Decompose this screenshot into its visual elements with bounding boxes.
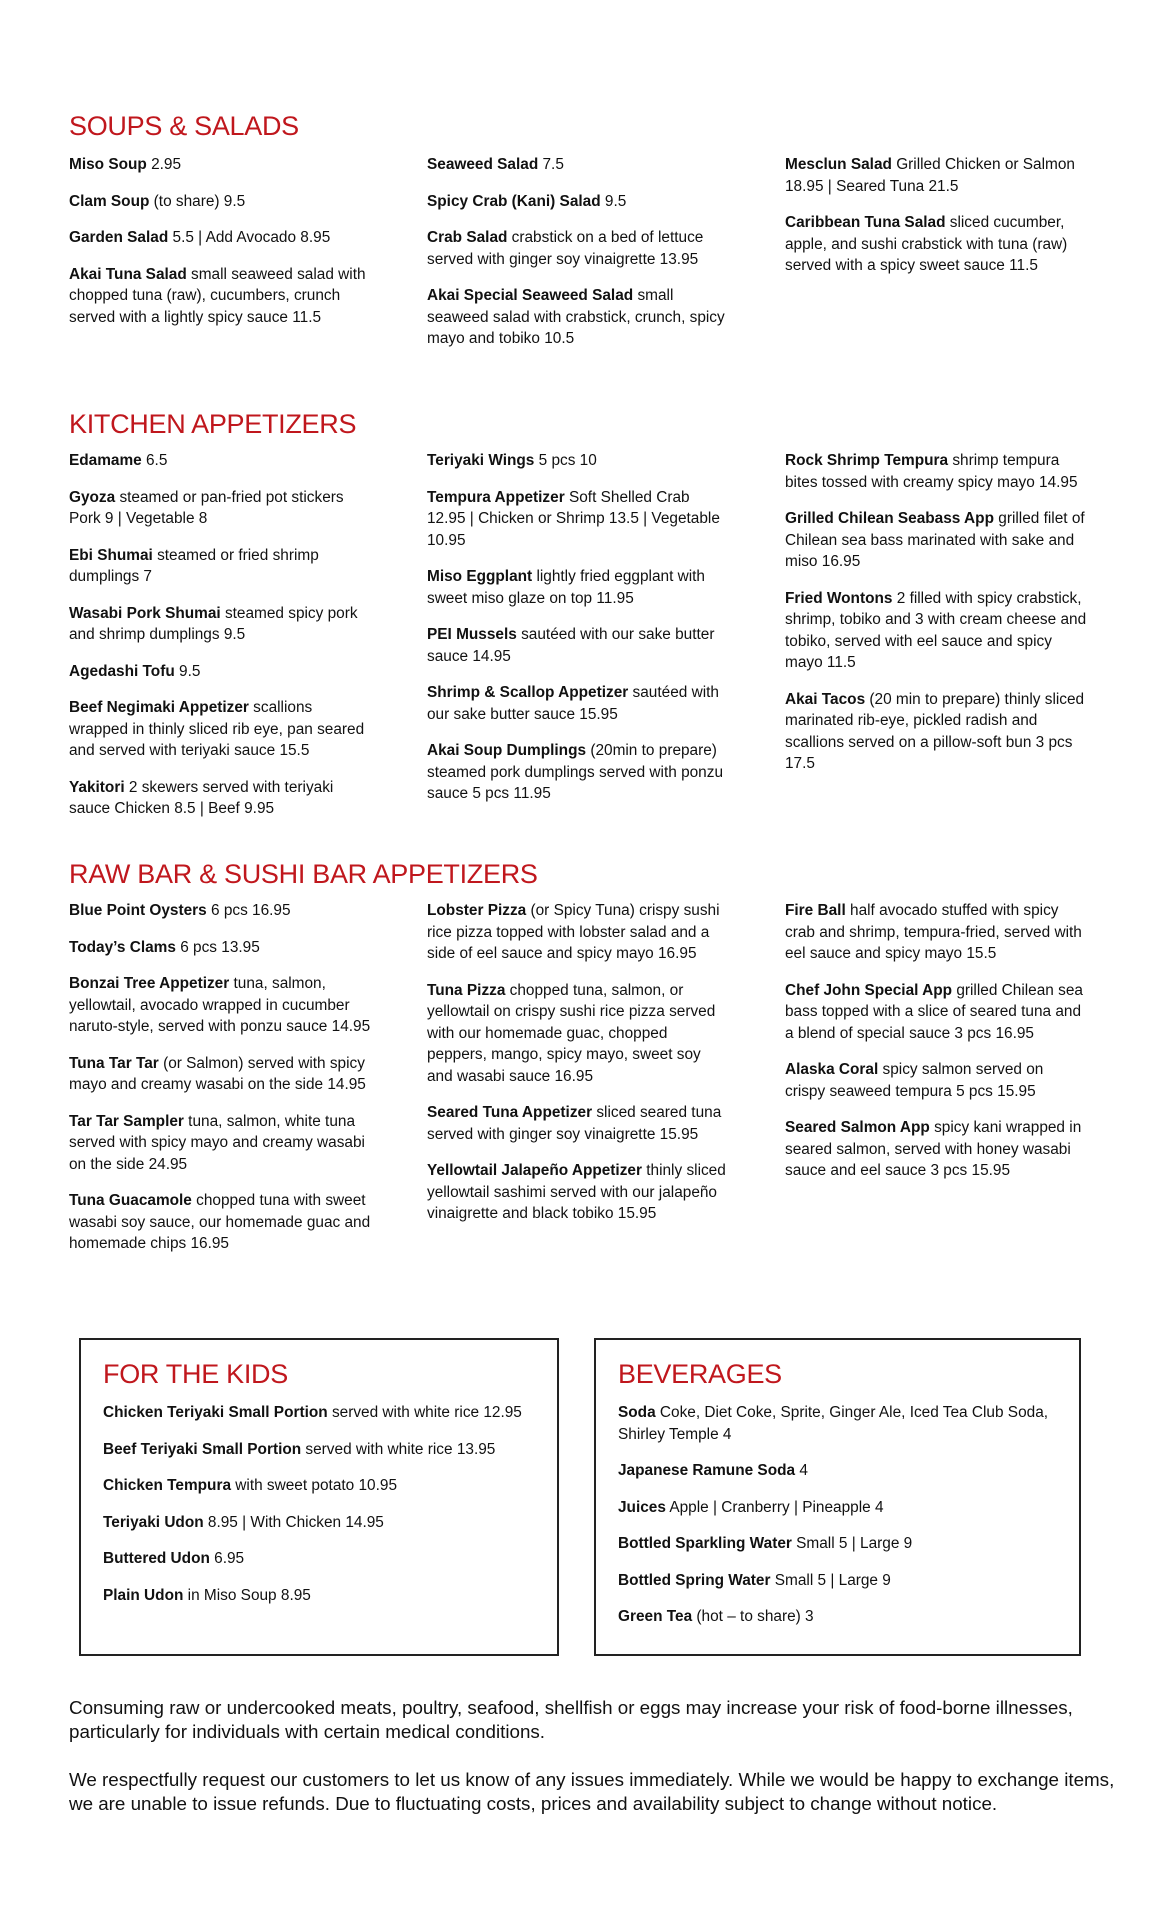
menu-item [427,1102,729,1145]
menu-item-name: Japanese Ramune Soda [618,1462,796,1479]
beverages-box [594,1338,1081,1656]
menu-item-description: tuna, salmon, yellowtail, avocado wrapped in cucumber naruto-style, served with ponzu sauce 14.95 [69,975,371,1035]
menu-item-description: 5.5 | Add Avocado 8.95 [168,229,331,246]
soups-salads-section [69,110,1109,365]
section-title: KITCHEN APPETIZERS [69,409,357,439]
menu-item-description: in Miso Soup 8.95 [183,1586,311,1604]
menu-item-name: Today’s Clams [69,938,176,956]
menu-item-name: Rock Shrimp Tempura [785,452,949,469]
menu-item-description: grilled Chilean sea bass topped with a slice of seared tuna and a blend of special sauce 3 pcs 16.95 [785,981,1083,1042]
raw-bar-section [69,858,1109,1270]
menu-column [785,154,1087,365]
menu-item [427,285,729,350]
menu-item [69,227,371,249]
menu-column [69,450,371,835]
menu-item-name: Seared Tuna Appetizer [427,1104,593,1121]
menu-item-name: Garden Salad [69,229,169,246]
menu-item [785,212,1087,277]
section-title: SOUPS & SALADS [69,111,299,141]
menu-item-description: 6 pcs 16.95 [206,902,291,919]
menu-item [785,450,1087,493]
menu-item-name: Gyoza [69,488,116,506]
menu-item [103,1439,535,1461]
menu-item-description: 7.5 [538,156,564,173]
menu-item-name: Beef Negimaki Appetizer [69,699,249,716]
section-title: BEVERAGES [618,1359,782,1389]
menu-item-description: (hot – to share) 3 [692,1608,814,1625]
menu-item-description: 2 skewers served with teriyaki sauce Chicken 8.5 | Beef 9.95 [69,778,334,817]
menu-item-name: Fried Wontons [785,589,893,607]
menu-item-name: Beef Teriyaki Small Portion [103,1440,302,1458]
menu-item-description: small seaweed salad with crabstick, crunch, spicy mayo and tobiko 10.5 [427,287,725,347]
menu-item-name: Edamame [69,452,142,469]
menu-item [427,191,729,213]
menu-item [427,227,729,270]
menu-item [618,1497,1057,1519]
menu-item-description: 2 filled with spicy crabstick, shrimp, tobiko and 3 with cream cheese and tobiko, served with eel sauce and spicy mayo 11.5 [785,589,1087,671]
menu-item-name: Clam Soup [69,192,150,210]
menu-item-description: served with white rice 12.95 [327,1404,522,1421]
menu-item-name: Lobster Pizza [427,902,527,919]
menu-item-description: with sweet potato 10.95 [231,1477,397,1494]
menu-item [427,624,729,667]
menu-item-description: 5 pcs 10 [534,452,597,469]
menu-item [785,980,1087,1045]
menu-item-description: small seaweed salad with chopped tuna (raw), cucumbers, crunch served with a lightly spicy sauce 11.5 [69,265,366,326]
menu-item-description: steamed or fried shrimp dumplings 7 [69,546,319,585]
menu-item [69,973,371,1038]
menu-item-description: lightly fried eggplant with sweet miso glaze on top 11.95 [427,568,705,607]
menu-item-name: Grilled Chilean Seabass App [785,510,994,527]
menu-item-description: (20min to prepare) steamed pork dumplings served with ponzu sauce 5 pcs 11.95 [427,742,723,802]
menu-item [69,191,371,213]
menu-item-name: Miso Eggplant [427,568,533,585]
menu-item-description: (or Spicy Tuna) crispy sushi rice pizza topped with lobster salad and a side of eel sauce and spicy mayo 16.95 [427,902,720,962]
menu-item [618,1533,1057,1555]
menu-item-name: Ebi Shumai [69,546,153,564]
menu-item-name: Shrimp & Scallop Appetizer [427,684,629,701]
menu-item-name: Bonzai Tree Appetizer [69,975,230,992]
menu-item [69,777,371,820]
menu-item-name: Chicken Tempura [103,1477,232,1494]
menu-item-description: Soft Shelled Crab 12.95 | Chicken or Shrimp 13.5 | Vegetable 10.95 [427,488,720,549]
menu-item-name: Tuna Pizza [427,981,506,999]
menu-item-name: Wasabi Pork Shumai [69,604,221,622]
menu-item [785,588,1087,674]
menu-item [69,264,371,329]
menu-item [69,487,371,530]
kids-menu-box [79,1338,559,1656]
menu-item-name: Akai Tacos [785,690,866,708]
menu-item-description: sliced seared tuna served with ginger soy vinaigrette 15.95 [427,1104,722,1143]
menu-item-name: Akai Tuna Salad [69,265,187,283]
menu-item [618,1402,1057,1445]
menu-item-name: Chef John Special App [785,981,953,999]
menu-item-description: chopped tuna with sweet wasabi soy sauce, our homemade guac and homemade chips 16.95 [69,1192,371,1252]
menu-item [427,566,729,609]
menu-item-description: steamed or pan-fried pot stickers Pork 9 | Vegetable 8 [69,488,344,527]
menu-item [69,1111,371,1176]
menu-item [785,1117,1087,1182]
menu-item-description: 6.95 [209,1550,245,1567]
menu-item-description: spicy salmon served on crispy seaweed tempura 5 pcs 15.95 [785,1061,1044,1100]
menu-item-description: thinly sliced yellowtail sashimi served with our jalapeño vinaigrette and black tobiko 15.95 [427,1162,726,1222]
menu-item-description: served with white rice 13.95 [301,1440,496,1458]
section-title: RAW BAR & SUSHI BAR APPETIZERS [69,859,538,889]
menu-item [103,1585,535,1607]
menu-item-description: grilled filet of Chilean sea bass marinated with sake and miso 16.95 [785,510,1085,570]
menu-item-name: PEI Mussels [427,626,517,643]
section-title: FOR THE KIDS [103,1359,288,1389]
menu-column [69,154,371,365]
menu-item [69,1190,371,1255]
menu-item-description: Small 5 | Large 9 [791,1535,913,1552]
menu-item-name: Seaweed Salad [427,156,539,173]
menu-item-description: steamed spicy pork and shrimp dumplings 9.5 [69,604,358,643]
menu-item-description: 8.95 | With Chicken 14.95 [203,1513,384,1531]
menu-item-name: Chicken Teriyaki Small Portion [103,1404,328,1421]
menu-item [785,900,1087,965]
menu-item-name: Spicy Crab (Kani) Salad [427,192,601,210]
menu-item-name: Agedashi Tofu [69,662,175,680]
menu-item-name: Bottled Spring Water [618,1571,771,1589]
menu-item [427,487,729,552]
menu-item-name: Plain Udon [103,1586,184,1604]
menu-item [69,603,371,646]
menu-item [785,1059,1087,1102]
menu-item-description: 9.5 [600,192,627,210]
menu-item-description: Apple | Cranberry | Pineapple 4 [665,1498,884,1516]
menu-item-description: 6 pcs 13.95 [175,938,260,956]
menu-item-name: Blue Point Oysters [69,902,207,919]
menu-item-name: Crab Salad [427,229,508,246]
menu-item [785,689,1087,775]
menu-item [69,1053,371,1096]
menu-item-description: (20 min to prepare) thinly sliced marinated rib-eye, pickled radish and scallions served on a pillow-soft bun 3 pcs 17.5 [785,690,1085,772]
menu-item-description: (to share) 9.5 [149,192,246,210]
menu-item [785,508,1087,573]
menu-item-description: 4 [795,1462,808,1479]
menu-item-description: scallions wrapped in thinly sliced rib eye, pan seared and served with teriyaki sauce 15.5 [69,699,365,759]
menu-item [427,450,729,472]
menu-item-name: Tempura Appetizer [427,488,565,506]
menu-item [618,1460,1057,1482]
menu-item-description: shrimp tempura bites tossed with creamy spicy mayo 14.95 [785,452,1078,491]
raw-food-warning: Consuming raw or undercooked meats, poultry, seafood, shellfish or eggs may increase your risk of food-borne illnesses, particularly for individuals with certain medical conditions. [69,1697,1073,1742]
menu-item-description: sautéed with our sake butter sauce 14.95 [427,626,715,665]
menu-item-description: 9.5 [174,662,201,680]
menu-item [785,154,1087,197]
menu-item-name: Akai Soup Dumplings [427,742,587,759]
menu-item [103,1475,535,1497]
menu-column [785,450,1087,835]
menu-column [69,900,371,1270]
menu-item-description: 6.5 [141,452,168,469]
menu-item-description: sautéed with our sake butter sauce 15.95 [427,684,719,723]
menu-item-name: Buttered Udon [103,1550,210,1567]
menu-item [427,900,729,965]
menu-item-name: Seared Salmon App [785,1119,930,1136]
menu-item [103,1548,535,1570]
menu-item-name: Tar Tar Sampler [69,1112,184,1130]
menu-item-name: Mesclun Salad [785,156,892,173]
menu-item-description: sliced cucumber, apple, and sushi crabstick with tuna (raw) served with a spicy sweet sauce 11.5 [785,214,1068,274]
menu-item [427,154,729,176]
menu-column [427,154,729,365]
menu-item-name: Juices [618,1498,666,1516]
menu-item [427,980,729,1088]
menu-item-name: Teriyaki Udon [103,1513,204,1531]
menu-item [69,661,371,683]
menu-item [69,450,371,472]
menu-item-description: Coke, Diet Coke, Sprite, Ginger Ale, Iced Tea Club Soda, Shirley Temple 4 [618,1404,1049,1443]
menu-column [427,450,729,835]
menu-column [427,900,729,1270]
menu-item [103,1402,535,1424]
menu-item-name: Alaska Coral [785,1061,879,1078]
menu-item-description: Grilled Chicken or Salmon 18.95 | Seared Tuna 21.5 [785,156,1075,195]
menu-item-name: Fire Ball [785,902,846,919]
menu-item [69,900,371,922]
menu-item [427,1160,729,1225]
menu-item [103,1512,535,1534]
menu-item-name: Miso Soup [69,156,147,173]
kitchen-appetizers-section [69,408,1109,835]
menu-item [69,697,371,762]
menu-item-description: spicy kani wrapped in seared salmon, served with honey wasabi sauce and eel sauce 3 pcs 15.95 [785,1119,1082,1179]
menu-item-name: Yellowtail Jalapeño Appetizer [427,1162,642,1179]
menu-item-name: Teriyaki Wings [427,452,535,469]
menu-item-name: Caribbean Tuna Salad [785,214,946,231]
menu-item-description: (or Salmon) served with spicy mayo and creamy wasabi on the side 14.95 [69,1054,366,1093]
refund-policy-notice: We respectfully request our customers to let us know of any issues immediately. While we would be happy to exchange items, we are unable to issue refunds. Due to fluctuating costs, prices and availability subject to change without notice. [69,1769,1115,1814]
menu-item-description: crabstick on a bed of lettuce served with ginger soy vinaigrette 13.95 [427,229,704,268]
menu-item [69,154,371,176]
menu-item [427,682,729,725]
menu-item-name: Soda [618,1404,656,1421]
menu-item-name: Yakitori [69,778,125,796]
menu-item-name: Tuna Tar Tar [69,1054,159,1072]
menu-item-name: Tuna Guacamole [69,1192,192,1209]
menu-item [69,937,371,959]
menu-item [69,545,371,588]
menu-item-description: chopped tuna, salmon, or yellowtail on crispy sushi rice pizza served with our homemade guac, chopped peppers, mango, spicy mayo, sweet soy and wasabi sauce 16.95 [427,981,716,1085]
menu-item [427,740,729,805]
menu-item-description: 2.95 [146,156,182,173]
menu-item-name: Akai Special Seaweed Salad [427,287,634,304]
menu-item [618,1570,1057,1592]
menu-item-name: Bottled Sparkling Water [618,1535,792,1552]
menu-item-description: tuna, salmon, white tuna served with spicy mayo and creamy wasabi on the side 24.95 [69,1112,365,1173]
menu-item-name: Green Tea [618,1608,693,1625]
menu-item-description: Small 5 | Large 9 [770,1571,891,1589]
menu-column [785,900,1087,1270]
menu-item [618,1606,1057,1628]
menu-item-description: half avocado stuffed with spicy crab and shrimp, tempura-fried, served with eel sauce and spicy mayo 15.5 [785,902,1082,962]
